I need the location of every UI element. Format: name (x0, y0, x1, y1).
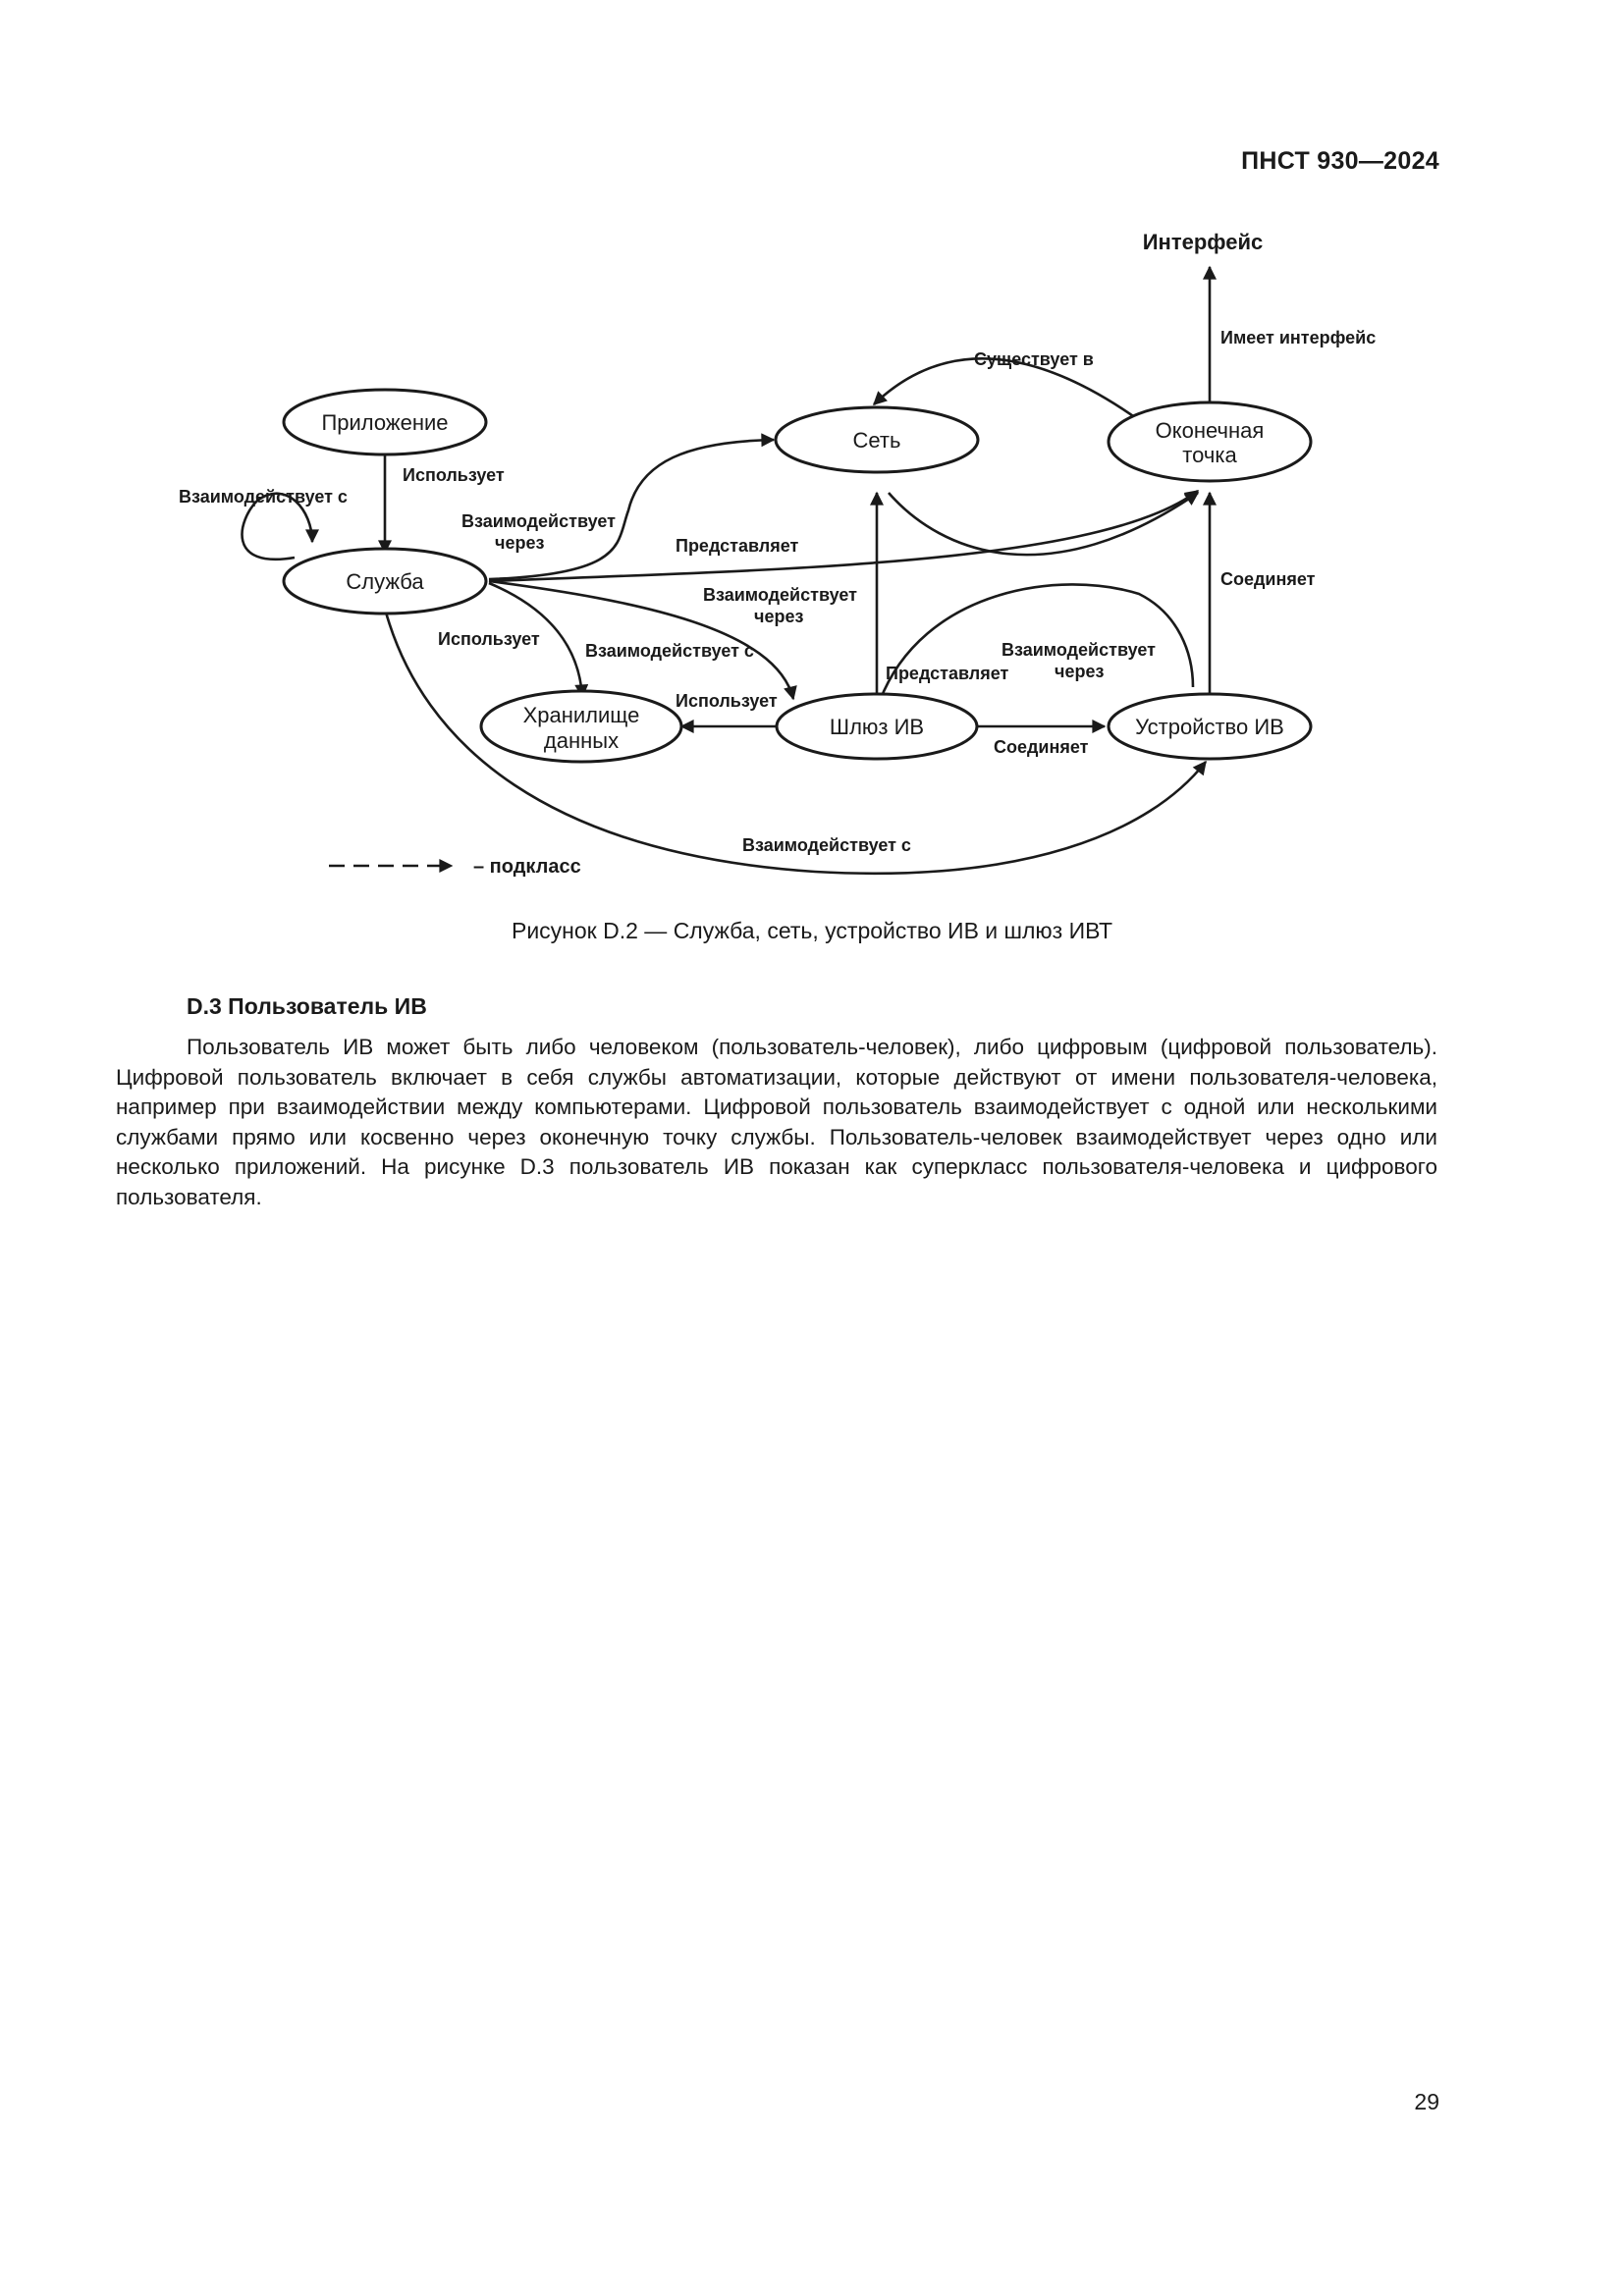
node-data-storage-label-1: Хранилище (522, 703, 640, 727)
label-connects-endpoint: Соединяет (1220, 569, 1316, 589)
node-gateway-label: Шлюз ИВ (829, 715, 925, 739)
node-device-label: Устройство ИВ (1135, 715, 1284, 739)
node-interface-label: Интерфейс (1142, 230, 1264, 254)
label-svc-gw-via-1: Взаимодействует (703, 585, 857, 605)
edge-service-endpoint (489, 491, 1198, 581)
label-gw-represents: Представляет (886, 664, 1009, 683)
node-data-storage-label-2: данных (543, 728, 620, 753)
label-interacts-via-2: через (495, 533, 545, 553)
label-svc-interacts-gw: Взаимодействует с (585, 641, 754, 661)
figure-diagram (0, 0, 1624, 942)
label-has-interface: Имеет интерфейс (1220, 328, 1377, 347)
figure-caption: Рисунок D.2 — Служба, сеть, устройство ИВ и шлюз ИВТ (511, 918, 1112, 943)
label-interacts-via-1: Взаимодействует (461, 511, 616, 531)
section-paragraph-text: Пользователь ИВ может быть либо человеком (пользователь-человек), либо цифровым (цифровой пользователь). Цифровой пользователь включает в себя службы автоматизации, которые действуют от имени пользователя-человека, например при взаимодействии между компьютерами. Цифровой пользователь взаимодействует с одной или несколькими службами прямо или косвенно через оконечную точку службы. Пользователь-человек взаимодействует через одно или несколько приложений. На рисунке D.3 пользователь ИВ показан как суперкласс пользователя-человека и цифрового пользователя. (116, 1035, 1437, 1209)
label-gw-uses-storage: Использует (676, 691, 778, 711)
label-svc-interacts-device: Взаимодействует с (742, 835, 911, 855)
node-endpoint-label-1: Оконечная (1155, 418, 1265, 443)
section-paragraph (116, 1033, 1437, 1212)
label-self-interacts: Взаимодействует с (179, 487, 348, 507)
label-represents: Представляет (676, 536, 799, 556)
page-number: 29 (1414, 2089, 1439, 2114)
node-application-label: Приложение (321, 410, 449, 435)
edge-network-endpoint-curve (889, 493, 1198, 555)
node-service-label: Служба (346, 569, 424, 594)
label-dev-via-1: Взаимодействует (1001, 640, 1156, 660)
label-svc-gw-via-2: через (754, 607, 804, 626)
label-app-uses: Использует (403, 465, 505, 485)
section-heading: D.3 Пользователь ИВ (187, 993, 427, 1019)
label-svc-uses-storage: Использует (438, 629, 540, 649)
node-network-label: Сеть (852, 428, 901, 453)
legend-subclass-label: – подкласс (473, 856, 581, 878)
label-gw-connects-device: Соединяет (994, 737, 1089, 757)
node-endpoint-label-2: точка (1182, 443, 1237, 467)
label-dev-via-2: через (1055, 662, 1105, 681)
edge-service-network (489, 440, 774, 579)
label-exists-in: Существует в (974, 349, 1094, 369)
document-code: ПНСТ 930—2024 (1241, 147, 1439, 175)
